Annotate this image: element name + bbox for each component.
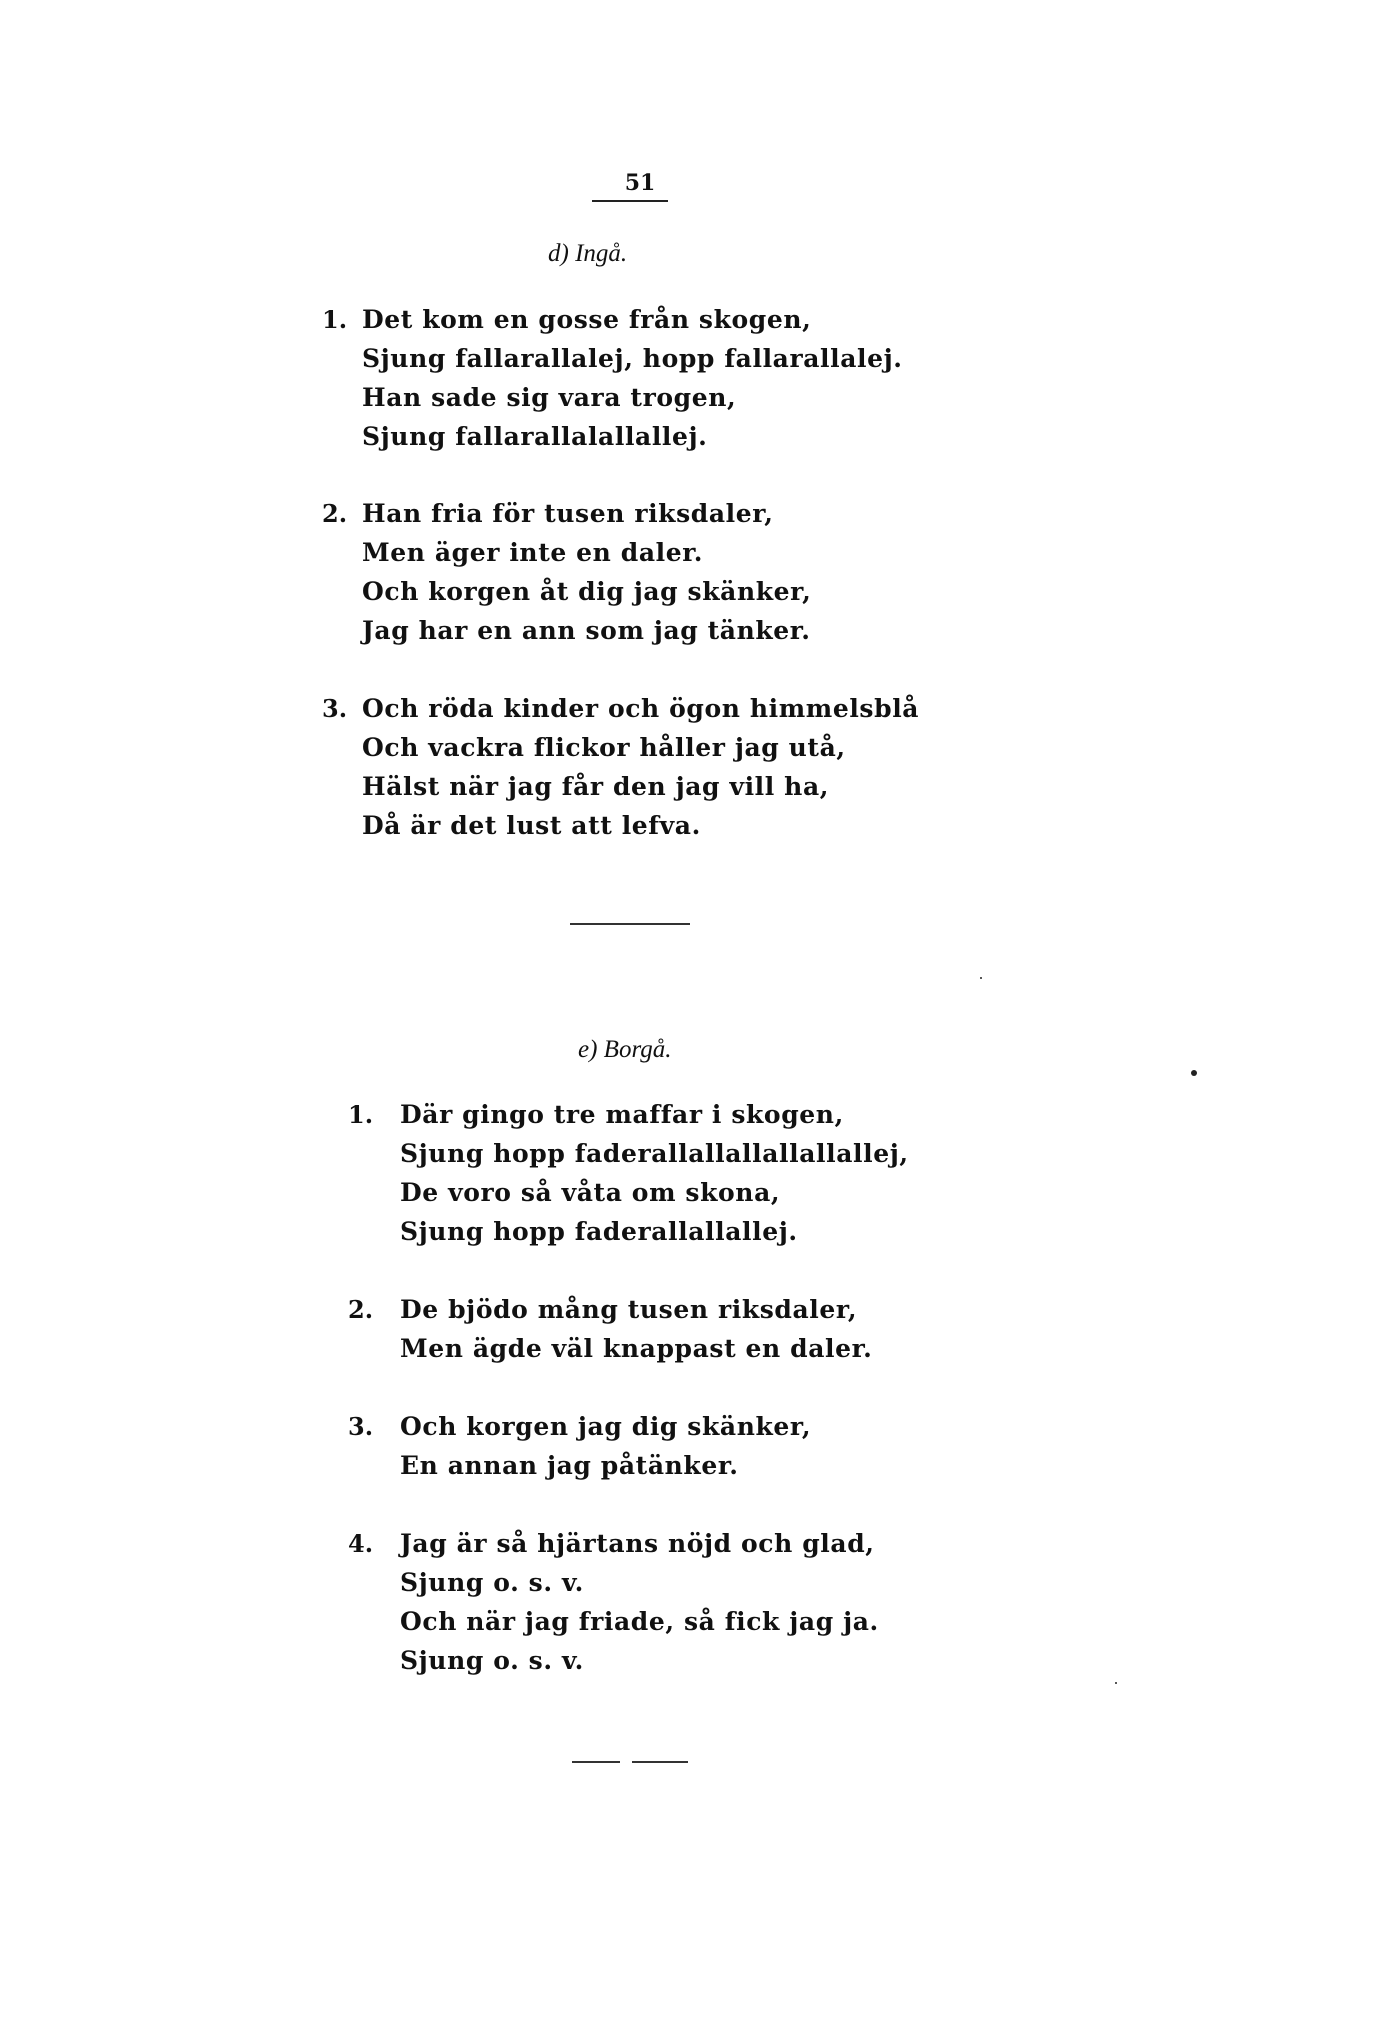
verse-line: Sjung o. s. v. <box>400 1646 584 1675</box>
stanza-number: 2. <box>322 499 348 528</box>
end-divider-left <box>572 1761 620 1763</box>
verse-line: Sjung fallarallalej, hopp fallarallalej. <box>362 344 903 373</box>
verse-line: Men ägde väl knappast en daler. <box>400 1334 873 1363</box>
stanza-number: 3. <box>322 694 348 723</box>
section-title-borga: e) Borgå. <box>578 1036 672 1063</box>
verse-line: Där gingo tre maffar i skogen, <box>400 1100 844 1129</box>
verse-line: En annan jag påtänker. <box>400 1451 739 1480</box>
verse-line: Sjung hopp faderallallallej. <box>400 1217 798 1246</box>
verse-line: Han sade sig vara trogen, <box>362 383 737 412</box>
stanza-number: 1. <box>322 305 348 334</box>
verse-line: Och korgen jag dig skänker, <box>400 1412 812 1441</box>
stanza-number: 1. <box>348 1100 374 1129</box>
stanza-number: 3. <box>348 1412 374 1441</box>
verse-line: Jag är så hjärtans nöjd och glad, <box>400 1529 875 1558</box>
verse-line: Och när jag friade, så fick jag ja. <box>400 1607 879 1636</box>
stanza-number: 2. <box>348 1295 374 1324</box>
verse-line: Sjung fallarallalallallej. <box>362 422 708 451</box>
stanza-number: 4. <box>348 1529 374 1558</box>
print-speck <box>1115 1682 1117 1684</box>
verse-line: De voro så våta om skona, <box>400 1178 781 1207</box>
verse-line: Det kom en gosse från skogen, <box>362 305 812 334</box>
print-speck <box>980 977 982 979</box>
verse-line: Sjung hopp faderallallallallallallej, <box>400 1139 909 1168</box>
section-title-inga: d) Ingå. <box>548 240 628 267</box>
section-divider <box>570 923 690 925</box>
verse-line: Då är det lust att lefva. <box>362 811 701 840</box>
page-number: 51 <box>624 170 656 196</box>
print-speck <box>1191 1070 1197 1076</box>
verse-line: Hälst när jag får den jag vill ha, <box>362 772 830 801</box>
page-number-rule <box>592 200 668 202</box>
verse-line: Han fria för tusen riksdaler, <box>362 499 774 528</box>
verse-line: Och vackra flickor håller jag utå, <box>362 733 846 762</box>
verse-line: Men äger inte en daler. <box>362 538 703 567</box>
verse-line: De bjödo mång tusen riksdaler, <box>400 1295 858 1324</box>
verse-line: Och korgen åt dig jag skänker, <box>362 577 812 606</box>
end-divider-right <box>632 1761 688 1763</box>
verse-line: Sjung o. s. v. <box>400 1568 584 1597</box>
verse-line: Jag har en ann som jag tänker. <box>362 616 811 645</box>
verse-line: Och röda kinder och ögon himmelsblå <box>362 694 920 723</box>
